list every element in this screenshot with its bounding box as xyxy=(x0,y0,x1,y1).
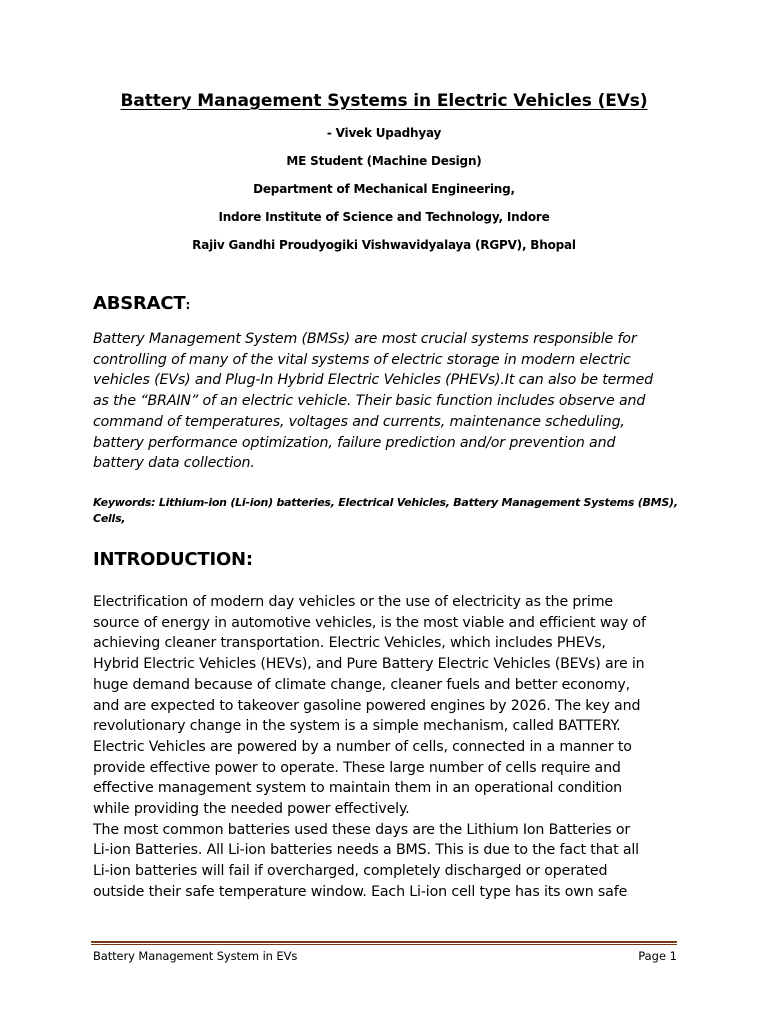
abstract-heading-text: ABSRACT xyxy=(93,293,186,314)
author-role: ME Student (Machine Design) xyxy=(286,154,482,168)
abstract-heading-colon: : xyxy=(185,298,191,312)
footer-running-title: Battery Management System in EVs xyxy=(93,949,298,963)
introduction-line: effective management system to maintain them in an operational condition xyxy=(93,780,622,797)
abstract-line: Battery Management System (BMSs) are most crucial systems responsible for xyxy=(93,331,637,347)
introduction-line: Li-ion Batteries. All Li-ion batteries needs a BMS. This is due to the fact that all xyxy=(93,842,639,859)
introduction-line: while providing the needed power effectively. xyxy=(93,801,410,818)
keywords-block xyxy=(93,495,683,527)
introduction-line: Electrification of modern day vehicles or the use of electricity as the prime xyxy=(93,594,613,610)
abstract-heading xyxy=(93,293,190,314)
abstract-line: battery data collection. xyxy=(93,455,255,472)
author-institute: Indore Institute of Science and Technology, Indore xyxy=(218,210,550,224)
abstract-line: controlling of many of the vital systems of electric storage in modern electric xyxy=(93,351,631,368)
introduction-line: The most common batteries used these days are the Lithium Ion Batteries or xyxy=(93,821,631,838)
abstract-line: as the “BRAIN” of an electric vehicle. Their basic function includes observe and xyxy=(93,393,646,410)
introduction-line: revolutionary change in the system is a simple mechanism, called BATTERY. xyxy=(93,718,621,735)
author-department: Department of Mechanical Engineering, xyxy=(253,182,515,196)
introduction-heading: INTRODUCTION: xyxy=(93,549,253,570)
introduction-line: Hybrid Electric Vehicles (HEVs), and Pure Battery Electric Vehicles (BEVs) are in xyxy=(93,656,645,673)
keywords-line: Keywords: Lithium-ion (Li-ion) batteries, Electrical Vehicles, Battery Management Systems (BMS), xyxy=(93,496,678,509)
abstract-line: command of temperatures, voltages and currents, maintenance scheduling, xyxy=(93,413,625,430)
author-name: - Vivek Upadhyay xyxy=(326,126,442,140)
introduction-line: Li-ion batteries will fail if overcharged, completely discharged or operated xyxy=(93,863,608,880)
paper-title: Battery Management Systems in Electric Vehicles (EVs) xyxy=(120,91,648,111)
abstract-body xyxy=(93,329,683,474)
footer-rule-secondary xyxy=(91,944,677,945)
introduction-line: outside their safe temperature window. Each Li-ion cell type has its own safe xyxy=(93,883,628,900)
introduction-line: and are expected to takeover gasoline powered engines by 2026. The key and xyxy=(93,697,641,714)
introduction-line: Electric Vehicles are powered by a number of cells, connected in a manner to xyxy=(93,738,632,755)
footer-page-number: Page 1 xyxy=(638,949,677,963)
introduction-line: provide effective power to operate. These large number of cells require and xyxy=(93,759,621,776)
author-university: Rajiv Gandhi Proudyogiki Vishwavidyalaya (RGPV), Bhopal xyxy=(192,238,576,252)
introduction-line: source of energy in automotive vehicles, is the most viable and efficient way of xyxy=(93,614,646,631)
introduction-line: achieving cleaner transportation. Electric Vehicles, which includes PHEVs, xyxy=(93,635,606,652)
abstract-line: battery performance optimization, failure prediction and/or prevention and xyxy=(93,434,616,451)
footer-rule xyxy=(91,941,677,943)
keywords-line: Cells, xyxy=(93,512,126,525)
abstract-line: vehicles (EVs) and Plug-In Hybrid Electric Vehicles (PHEVs).It can also be termed xyxy=(93,372,654,389)
author-affiliation-block xyxy=(0,126,768,266)
introduction-line: huge demand because of climate change, cleaner fuels and better economy, xyxy=(93,676,630,693)
introduction-body xyxy=(93,592,683,903)
